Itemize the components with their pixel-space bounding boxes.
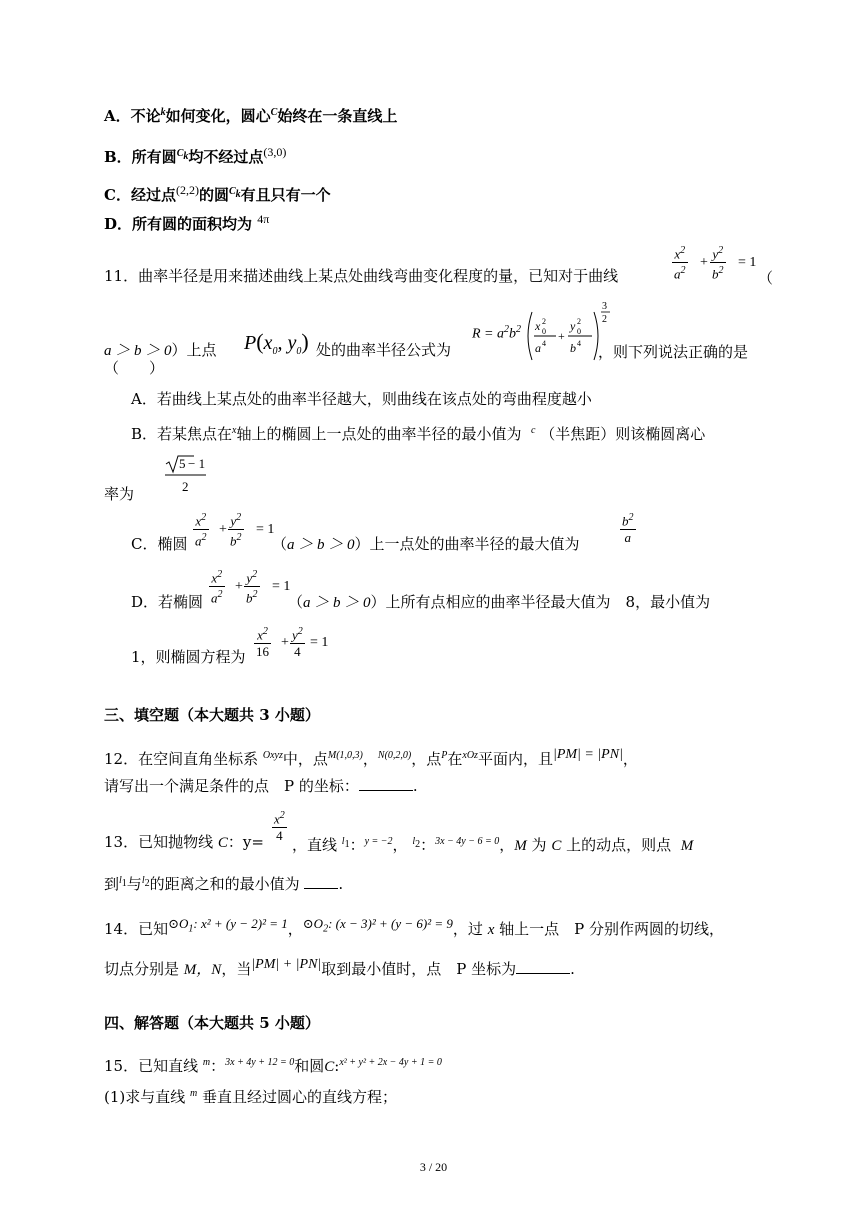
q11-option-d-text2: 1，则椭圆方程为: [131, 648, 246, 666]
q11-option-c-text: （a ＞ b ＞ 0）上一点处的曲率半径的最大值为: [272, 535, 580, 553]
q11-option-d-eq2-x: $\frac{x^2}{16}$: [256, 626, 269, 660]
svg-text:2: 2: [577, 317, 581, 326]
q11-answer-paren: （ ）: [104, 359, 165, 377]
q15-line1: 15．已知直线 $^m$：$^{3x + 4y + 12 = 0}$和圆C:$^{x^2 + y^2 + 2x - 4y + 1 = 0}$: [104, 1057, 442, 1075]
q11-option-d-eq-one: = 1: [272, 579, 291, 594]
q11-option-c-label: C．椭圆: [131, 535, 188, 553]
q12-answer-blank[interactable]: [359, 776, 413, 791]
svg-text:2: 2: [542, 317, 546, 326]
q11-radius-exponent: [600, 298, 614, 328]
q13-parabola-fraction: $\frac{x^2}{4}$: [274, 810, 285, 844]
q13-line1a: 13．已知抛物线 C：y=: [104, 833, 264, 851]
q13-answer-blank[interactable]: [304, 874, 338, 889]
svg-text:x: x: [535, 319, 541, 333]
q13-line1b: ，直线 $^{l_1}$：$^{y = -2}$， $^{l_2}$：$^{3x - 4y - 6 = 0}$，M 为 C 上的动点，则点 M: [292, 836, 694, 854]
q11-option-a: A．若曲线上某点处的曲率半径越大，则曲线在该点处的弯曲程度越小: [131, 390, 592, 408]
q11-option-d-text: （a ＞ b ＞ 0）上所有点相应的曲率半径最大值为 8，最小值为: [288, 593, 711, 611]
q12-line1: 12．在空间直角坐标系 $^{Oxyz}$中，点$^{M(1,0,3)}$，$^{N(0,2,0)}$，点$^P$在$^{xOz}$平面内，且$^{|PM| = |PN|}$，: [104, 747, 638, 768]
q11-option-d-eq2-plus: +: [281, 635, 289, 650]
svg-text:4: 4: [542, 339, 546, 348]
svg-text:0: 0: [542, 327, 546, 336]
q11-option-c-eq-y: $\frac{y^2}{b^2}$: [230, 512, 242, 549]
q11-option-d-plus: +: [235, 579, 243, 594]
page-number: 3 / 20: [419, 1160, 448, 1174]
q11-paren-open: （: [758, 269, 774, 287]
q11-option-c-plus: +: [219, 522, 227, 537]
q10-option-d: D．所有圆的面积均为 $^{4\pi}$: [104, 212, 270, 233]
q11-option-d-eq-x: $\frac{x^2}{a^2}$: [211, 569, 223, 606]
section-3-title: 三、填空题（本大题共 3 小题）: [104, 706, 320, 724]
svg-text:5: 5: [179, 456, 186, 471]
q11-radius-formula-paren: [524, 308, 604, 364]
svg-text:y: y: [570, 319, 576, 333]
svg-text:b: b: [570, 341, 576, 355]
q14-line1: 14．已知$^{⊙O_1: x^2 + (y - 2)^2 = 1}$，$^{⊙O_2: (x - 3)^2 + (y - 6)^2 = 9}$，过 x 轴上一点 P 分别作两圆的切线，: [104, 916, 725, 938]
q11-option-c-eq-x: $\frac{x^2}{a^2}$: [195, 512, 207, 549]
svg-text:2: 2: [602, 314, 607, 325]
q11-option-b: B．若某焦点在$^x$轴上的椭圆上一点处的曲率半径的最小值为 $^c$ （半焦距）则该椭圆离心: [131, 425, 706, 443]
svg-text:2: 2: [182, 479, 189, 494]
svg-text:0: 0: [577, 327, 581, 336]
q11-eq-one: = 1: [738, 255, 757, 270]
section-4-title: 四、解答题（本大题共 5 小题）: [104, 1014, 320, 1032]
q11-stem-line1: 11．曲率半径是用来描述曲线上某点处曲线弯曲变化程度的量，已知对于曲线: [104, 267, 619, 285]
q11-stem-line2c: ，则下列说法正确的是: [598, 343, 749, 361]
q11-option-d-label: D．若椭圆: [131, 593, 204, 611]
q11-option-d-eq-y: $\frac{y^2}{b^2}$: [246, 569, 258, 606]
q11-stem-line2b: 处的曲率半径公式为: [316, 341, 452, 359]
q14-line2: 切点分别是 M，N，当$^{|PM| + |PN|}$取到最小值时，点 P 坐标为 .: [104, 957, 575, 978]
svg-text:4: 4: [577, 339, 581, 348]
q10-option-b: B．所有圆$^{C_k}$均不经过点$^{(3,0)}$: [104, 145, 287, 166]
q11-point-p: $P(x_0$, $y_0$): [244, 329, 309, 357]
q13-line2: 到$^{l_1}$与$^{l_2}$的距离之和的最小值为 .: [104, 875, 344, 893]
q11-option-d-eq2-y: $\frac{y^2}{4}$: [292, 626, 303, 660]
q11-stem-line2: a ＞ b ＞ 0）上点: [104, 341, 217, 359]
q10-option-a: A．不论$^k$如何变化，圆心$^C$始终在一条直线上: [104, 107, 398, 125]
q10-option-c: C．经过点$^{(2,2)}$的圆$^{C_k}$有且只有一个: [104, 183, 331, 204]
q11-option-c-value: $\frac{b^2}{a}$: [622, 512, 634, 546]
q11-option-b-cont: 率为: [104, 485, 135, 503]
svg-text:3: 3: [602, 301, 607, 312]
q11-option-b-fraction: [164, 454, 208, 496]
q11-ellipse-eq-y: $\frac{y^2}{b^2}$: [712, 245, 724, 282]
q11-plus: +: [700, 255, 708, 270]
q12-line2: 请写出一个满足条件的点 P 的坐标： .: [104, 777, 418, 795]
q11-ellipse-eq-x: $\frac{x^2}{a^2}$: [674, 245, 686, 282]
q11-radius-formula-lhs: $R = a^2b^2$: [472, 324, 521, 342]
svg-text:a: a: [535, 341, 541, 355]
q11-option-c-eq-one: = 1: [256, 522, 275, 537]
svg-text:+: +: [558, 329, 565, 343]
q11-option-d-eq2-one: = 1: [310, 635, 329, 650]
q14-answer-blank[interactable]: [516, 959, 570, 974]
q15-sub1: (1)求与直线 $^m$ 垂直且经过圆心的直线方程；: [104, 1088, 398, 1106]
svg-text:− 1: − 1: [188, 456, 206, 471]
